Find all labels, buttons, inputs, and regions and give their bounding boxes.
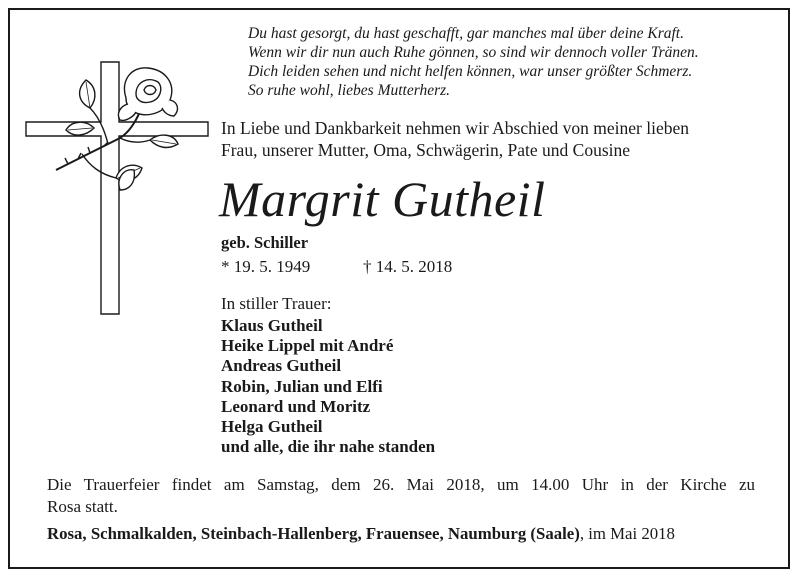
mourner: Andreas Gutheil [221,356,342,376]
mourning-label: In stiller Trauer: [221,294,332,313]
deceased-name: Margrit Gutheil [219,171,546,227]
service-line: Die Trauerfeier findet am Samstag, dem 26. Mai 2018, um 14.00 Uhr in der Kirche zu [47,475,755,494]
intro-line: In Liebe und Dankbarkeit nehmen wir Abschied von meiner lieben [221,118,689,138]
mourners-list [221,316,435,457]
farewell-intro [221,117,781,161]
mourner: Heike Lippel mit André [221,336,394,356]
poem-line: So ruhe wohl, liebes Mutterherz. [248,82,451,99]
mourner: Robin, Julian und Elfi [221,376,383,396]
life-dates [221,256,521,278]
places-towns: Rosa, Schmalkalden, Steinbach-Hallenberg, Frauensee, Naumburg (Saale) [47,524,580,543]
birth-date: * 19. 5. 1949 [221,257,311,276]
service-line: Rosa statt. [47,497,118,516]
funeral-service-info [47,474,755,518]
mourner: und alle, die ihr nahe standen [221,437,436,457]
poem [248,24,788,100]
mourner: Leonard und Moritz [221,396,371,416]
intro-line: Frau, unserer Mutter, Oma, Schwägerin, Pate und Cousine [221,140,631,160]
death-date: † 14. 5. 2018 [363,257,453,276]
cross-with-rose-icon [20,58,230,318]
mourner: Klaus Gutheil [221,316,323,335]
birth-name: geb. Schiller [221,233,309,252]
places-and-date [47,523,675,545]
poem-line: Dich leiden sehen und nicht helfen können, war unser größter Schmerz. [248,63,693,80]
mourner: Helga Gutheil [221,417,323,437]
poem-line: Du hast gesorgt, du hast geschafft, gar manches mal über deine Kraft. [248,25,684,42]
places-date: , im Mai 2018 [579,524,675,543]
poem-line: Wenn wir dir nun auch Ruhe gönnen, so sind wir dennoch voller Tränen. [248,44,699,61]
